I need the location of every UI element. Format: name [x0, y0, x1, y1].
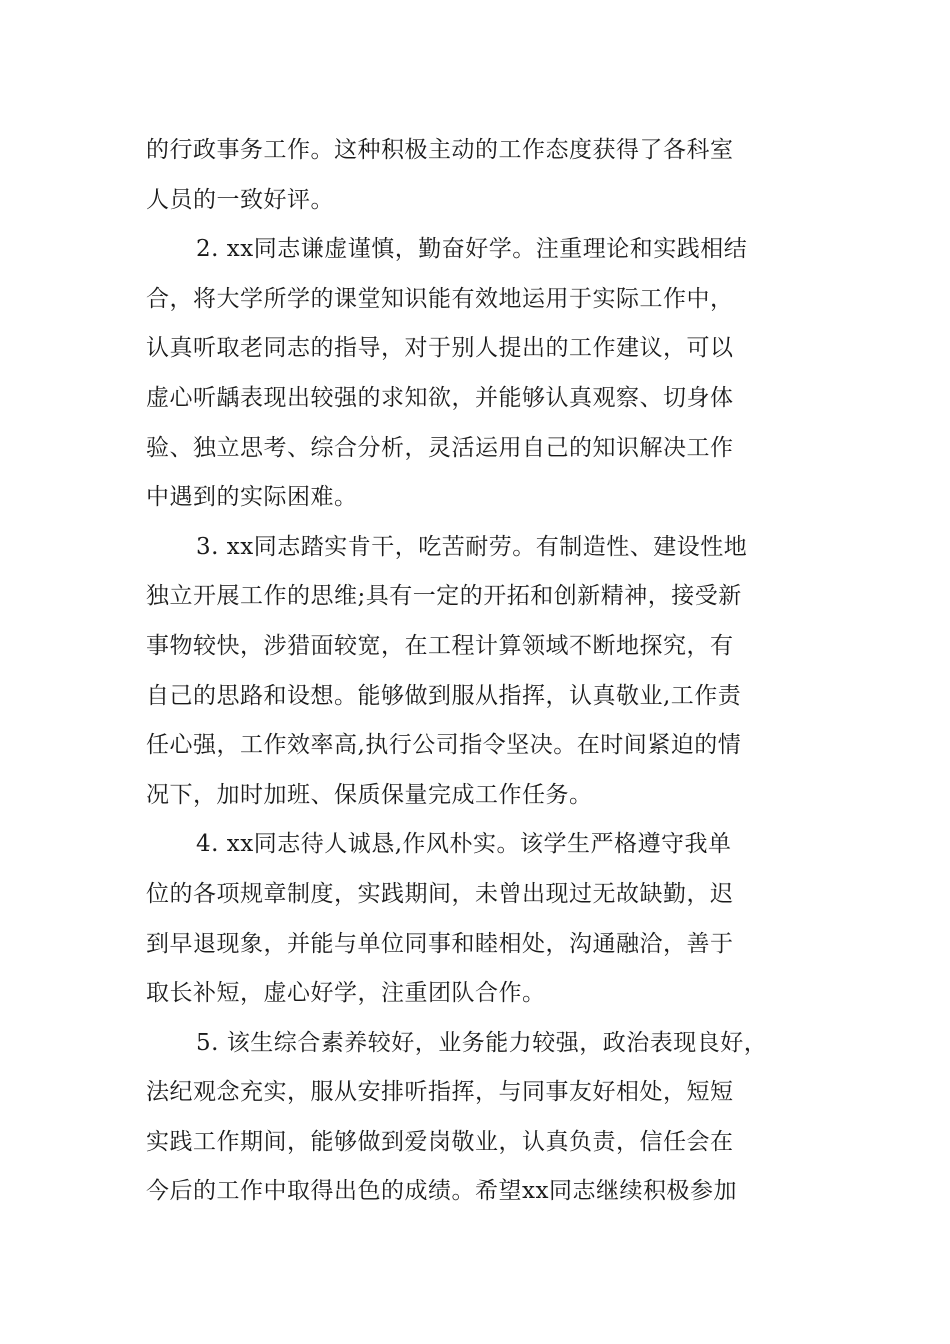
paragraph-line: 认真听取老同志的指导，对于别人提出的工作建议，可以 [146, 335, 734, 362]
paragraph-line: 取长补短，虚心好学，注重团队合作。 [146, 980, 546, 1007]
paragraph-line: 任心强，工作效率高,执行公司指令坚决。在时间紧迫的情 [146, 732, 742, 759]
document-body [146, 126, 812, 1217]
paragraph-line: 验、独立思考、综合分析，灵活运用自己的知识解决工作 [146, 434, 734, 461]
paragraph-line: 人员的一致好评。 [146, 186, 334, 213]
paragraph-line: 自己的思路和设想。能够做到服从指挥，认真敬业,工作责 [146, 682, 742, 709]
paragraph-line: 的行政事务工作。这种积极主动的工作态度获得了各科室 [146, 137, 734, 163]
paragraph-line: 虚心听龋表现出较强的求知欲，并能够认真观察、切身体 [146, 384, 734, 411]
paragraph-line: 3. xx同志踏实肯干，吃苦耐劳。有制造性、建设性地 [196, 533, 748, 560]
paragraph-line: 独立开展工作的思维;具有一定的开拓和创新精神，接受新 [146, 583, 742, 610]
paragraph-line: 事物较快，涉猎面较宽，在工程计算领域不断地探究，有 [146, 632, 734, 659]
paragraph-line: 中遇到的实际困难。 [146, 484, 358, 511]
paragraph-line: 位的各项规章制度，实践期间，未曾出现过无故缺勤，迟 [146, 880, 734, 907]
paragraph-line: 合，将大学所学的课堂知识能有效地运用于实际工作中， [146, 285, 734, 312]
paragraph-line: 5. 该生综合素养较好，业务能力较强，政治表现良好， [196, 1029, 768, 1056]
paragraph-line: 实践工作期间，能够做到爱岗敬业，认真负责，信任会在 [146, 1128, 734, 1155]
paragraph-line: 到早退现象，并能与单位同事和睦相处，沟通融洽，善于 [146, 930, 734, 957]
paragraph-line: 2. xx同志谦虚谨慎，勤奋好学。注重理论和实践相结 [196, 236, 748, 263]
paragraph-line: 4. xx同志待人诚恳,作风朴实。该学生严格遵守我单 [196, 831, 732, 858]
paragraph-line: 今后的工作中取得出色的成绩。希望xx同志继续积极参加 [146, 1178, 737, 1205]
paragraph-line: 法纪观念充实，服从安排听指挥，与同事友好相处，短短 [146, 1079, 734, 1106]
paragraph-line: 况下，加时加班、保质保量完成工作任务。 [146, 781, 593, 808]
